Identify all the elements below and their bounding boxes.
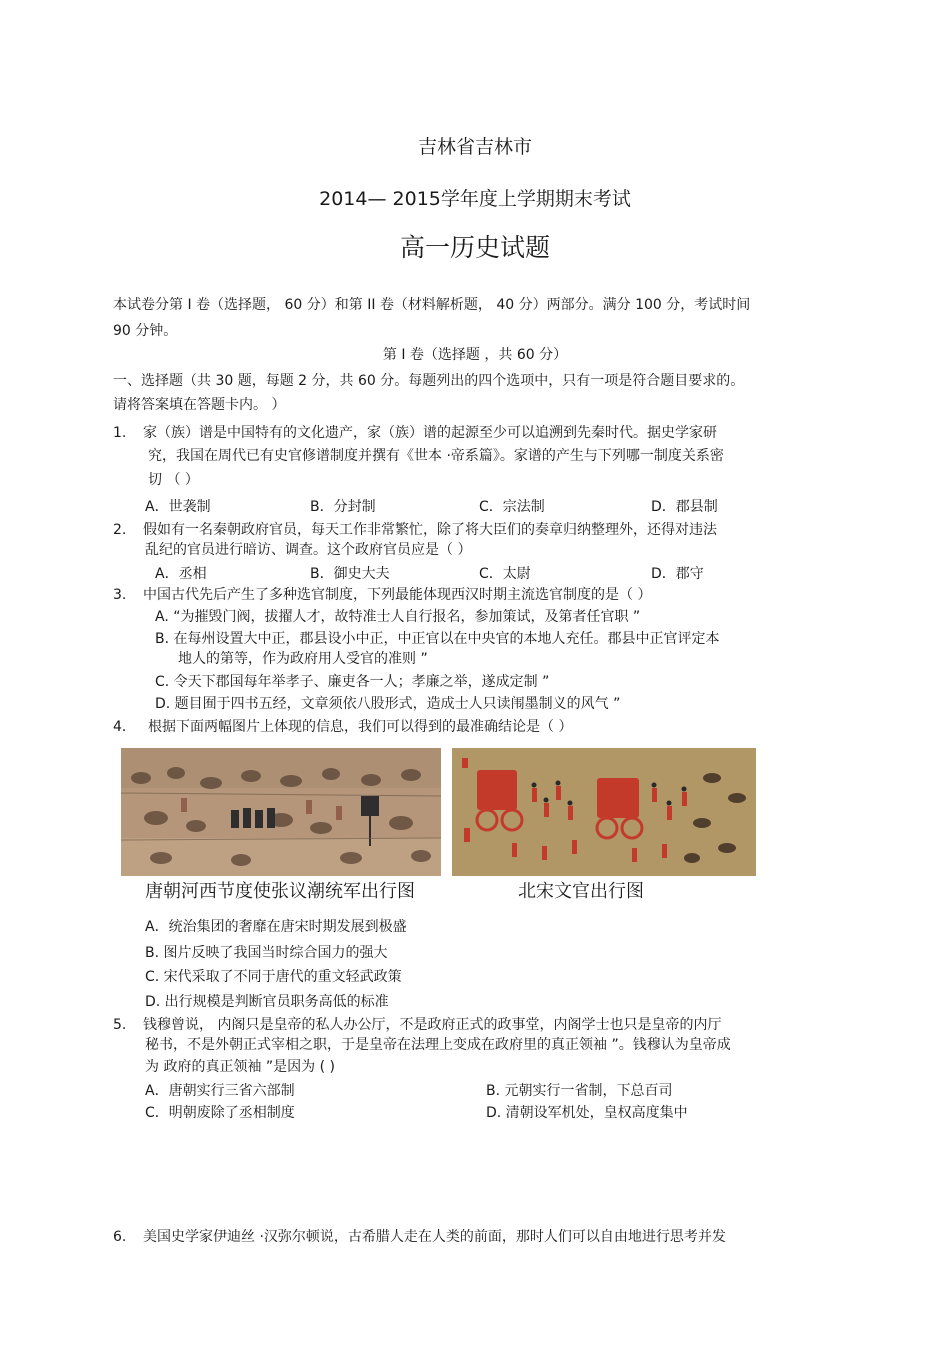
question-number: 3. — [113, 587, 127, 603]
option-d: D．郡守 — [651, 566, 704, 582]
option-b: B. 元朝实行一省制，下总百司 — [486, 1083, 673, 1099]
intro-line-1: 本试卷分第 I 卷（选择题， 60 分）和第 II 卷（材料解析题， 40 分）两部分。满分 100 分，考试时间 — [113, 297, 751, 313]
question-text: 切 （ ） — [148, 472, 199, 488]
option-d: D. 题目囿于四书五经，文章须依八股形式，造成士人只读闱墨制义的风气 ” — [155, 696, 621, 712]
option-d: D．郡县制 — [651, 499, 718, 515]
question-number: 1. — [113, 425, 127, 441]
section-instruction-1: 一、选择题（共 30 题，每题 2 分，共 60 分。每题列出的四个选项中，只有一项是符合题目要求的。 — [113, 373, 745, 389]
song-painting-svg — [452, 748, 756, 876]
question-text: 钱穆曾说， 内阁只是皇帝的私人办公厅，不是政府正式的政事堂，内阁学士也只是皇帝的内厅 — [143, 1017, 722, 1033]
question-text: 为 政府的真正领袖 ”是因为 ( ) — [145, 1059, 335, 1075]
question-text: 中国古代先后产生了多种选官制度，下列最能体现西汉时期主流选官制度的是（ ） — [143, 587, 652, 603]
question-text: 家（族）谱是中国特有的文化遗产，家（族）谱的起源至少可以追溯到先秦时代。据史学家研 — [143, 425, 717, 441]
question-text: 美国史学家伊迪丝 ·汉弥尔顿说，古希腊人走在人类的前面，那时人们可以自由地进行思考并发 — [143, 1229, 726, 1245]
school-title: 吉林省吉林市 — [417, 136, 532, 158]
question-text: 乱纪的官员进行暗访、调查。这个政府官员应是（ ） — [145, 542, 472, 558]
question-number: 2. — [113, 522, 127, 538]
question-number: 6. — [113, 1229, 127, 1245]
option-b-cont: 地人的第等，作为政府用人受官的准则 ” — [178, 651, 428, 667]
option-d: D. 出行规模是判断官员职务高低的标准 — [145, 994, 389, 1010]
option-c: C．宗法制 — [479, 499, 545, 515]
question-text: 根据下面两幅图片上体现的信息，我们可以得到的最准确结论是（ ） — [148, 719, 573, 735]
question-number: 5. — [113, 1017, 127, 1033]
option-c: C. 宋代采取了不同于唐代的重文轻武政策 — [145, 969, 402, 985]
option-a: A．唐朝实行三省六部制 — [145, 1083, 295, 1099]
option-b: B．御史大夫 — [310, 566, 390, 582]
option-a: A．统治集团的奢靡在唐宋时期发展到极盛 — [145, 919, 407, 935]
question-number: 4． — [113, 719, 136, 735]
option-a: A．世袭制 — [145, 499, 211, 515]
section-instruction-2: 请将答案填在答题卡内。 ） — [113, 397, 286, 413]
question-text: 假如有一名秦朝政府官员，每天工作非常繁忙，除了将大臣们的奏章归纳整理外，还得对违法 — [143, 522, 717, 538]
option-c: C．太尉 — [479, 566, 531, 582]
intro-line-2: 90 分钟。 — [113, 323, 178, 339]
option-a: A．丞相 — [155, 566, 207, 582]
tang-procession-painting — [121, 748, 441, 876]
option-d: D. 清朝设军机处，皇权高度集中 — [486, 1105, 688, 1121]
paper-title: 高一历史试题 — [399, 233, 550, 262]
option-b: B．分封制 — [310, 499, 376, 515]
option-a: A. “为摧毁门阀，拔擢人才，故特准士人自行报名，参加策试，及第者任官职 ” — [155, 609, 641, 625]
question-text: 究，我国在周代已有史官修谱制度并撰有《世本 ·帝系篇》。家谱的产生与下列哪一制度关系密 — [148, 448, 724, 464]
question-text: 秘书，不是外朝正式宰相之职，于是皇帝在法理上变成在政府里的真正领袖 ”。钱穆认为皇帝成 — [145, 1037, 731, 1053]
caption-right: 北宋文官出行图 — [518, 881, 644, 902]
option-b: B. 图片反映了我国当时综合国力的强大 — [145, 945, 388, 961]
option-c: C．明朝废除了丞相制度 — [145, 1105, 295, 1121]
caption-left: 唐朝河西节度使张议潮统军出行图 — [145, 881, 415, 902]
song-procession-painting — [452, 748, 756, 876]
tang-painting-svg — [121, 748, 441, 876]
option-c: C. 令天下郡国每年举孝子、廉吏各一人；孝廉之举，遂成定制 ” — [155, 674, 550, 690]
option-b: B. 在每州设置大中正，郡县设小中正，中正官以在中央官的本地人充任。郡县中正官评定本 — [155, 631, 720, 647]
exam-title: 2014— 2015学年度上学期期末考试 — [319, 188, 631, 210]
section-title: 第 I 卷（选择题 ，共 60 分） — [382, 347, 568, 363]
